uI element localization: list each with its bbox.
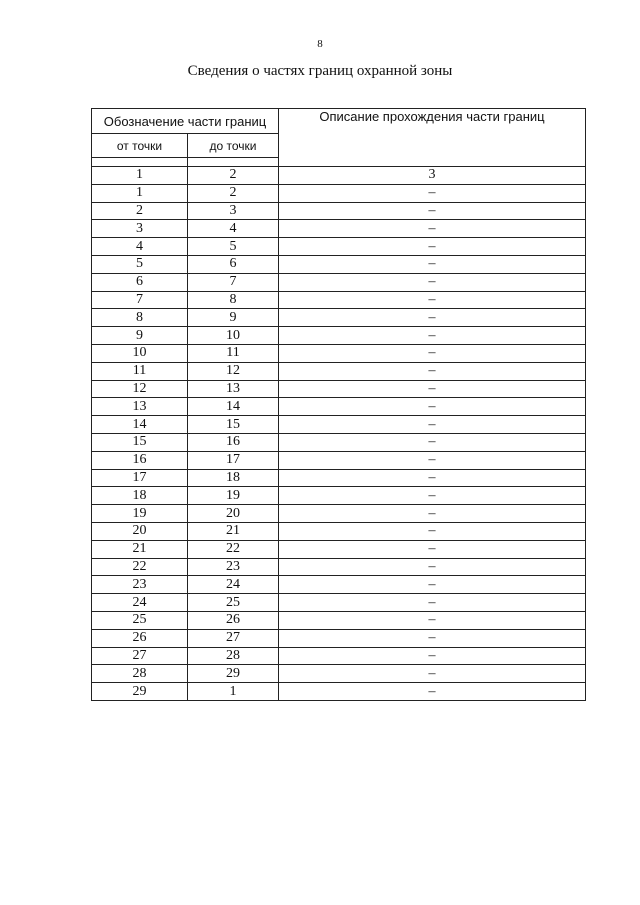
to-point-cell: 2 [188, 184, 279, 202]
to-point-cell: 9 [188, 309, 279, 327]
description-cell: 3 [279, 167, 586, 185]
table-row [92, 255, 586, 273]
description-cell: – [279, 576, 586, 594]
to-point-cell: 21 [188, 522, 279, 540]
description-cell: – [279, 487, 586, 505]
to-point-cell: 6 [188, 255, 279, 273]
description-cell: – [279, 255, 586, 273]
to-point-cell: 15 [188, 416, 279, 434]
description-cell: – [279, 683, 586, 701]
description-cell: – [279, 238, 586, 256]
to-point-cell: 12 [188, 362, 279, 380]
header-from-point: от точки [92, 134, 188, 158]
description-cell: – [279, 309, 586, 327]
to-point-cell: 14 [188, 398, 279, 416]
description-cell: – [279, 344, 586, 362]
table-row [92, 238, 586, 256]
from-point-cell: 17 [92, 469, 188, 487]
header-spacer-cell [188, 158, 279, 167]
table-row [92, 327, 586, 345]
to-point-cell: 22 [188, 540, 279, 558]
description-cell: – [279, 202, 586, 220]
to-point-cell: 24 [188, 576, 279, 594]
from-point-cell: 16 [92, 451, 188, 469]
description-cell: – [279, 291, 586, 309]
description-cell: – [279, 594, 586, 612]
from-point-cell: 11 [92, 362, 188, 380]
to-point-cell: 1 [188, 683, 279, 701]
table-row [92, 416, 586, 434]
from-point-cell: 24 [92, 594, 188, 612]
from-point-cell: 2 [92, 202, 188, 220]
to-point-cell: 25 [188, 594, 279, 612]
table-row [92, 291, 586, 309]
from-point-cell: 20 [92, 522, 188, 540]
from-point-cell: 7 [92, 291, 188, 309]
from-point-cell: 15 [92, 433, 188, 451]
to-point-cell: 4 [188, 220, 279, 238]
table-row [92, 380, 586, 398]
table-row [92, 344, 586, 362]
description-cell: – [279, 540, 586, 558]
to-point-cell: 18 [188, 469, 279, 487]
from-point-cell: 12 [92, 380, 188, 398]
from-point-cell: 21 [92, 540, 188, 558]
from-point-cell: 27 [92, 647, 188, 665]
table-row [92, 469, 586, 487]
table-row [92, 594, 586, 612]
from-point-cell: 29 [92, 683, 188, 701]
description-cell: – [279, 327, 586, 345]
to-point-cell: 7 [188, 273, 279, 291]
table-row [92, 451, 586, 469]
description-cell: – [279, 433, 586, 451]
to-point-cell: 26 [188, 611, 279, 629]
from-point-cell: 22 [92, 558, 188, 576]
from-point-cell: 28 [92, 665, 188, 683]
to-point-cell: 13 [188, 380, 279, 398]
document-title: Сведения о частях границ охранной зоны [187, 63, 453, 79]
to-point-cell: 19 [188, 487, 279, 505]
table-row [92, 202, 586, 220]
to-point-cell: 2 [188, 167, 279, 185]
description-cell: – [279, 647, 586, 665]
header-boundary-designation: Обозначение части границ [92, 109, 279, 134]
table-row [92, 522, 586, 540]
table-row [92, 683, 586, 701]
to-point-cell: 20 [188, 505, 279, 523]
description-cell: – [279, 362, 586, 380]
to-point-cell: 11 [188, 344, 279, 362]
description-cell: – [279, 220, 586, 238]
table-row [92, 505, 586, 523]
from-point-cell: 18 [92, 487, 188, 505]
header-to-point: до точки [188, 134, 279, 158]
to-point-cell: 3 [188, 202, 279, 220]
table-row [92, 362, 586, 380]
description-cell: – [279, 665, 586, 683]
table-row [92, 576, 586, 594]
to-point-cell: 16 [188, 433, 279, 451]
to-point-cell: 28 [188, 647, 279, 665]
table-row [92, 540, 586, 558]
table-row [92, 665, 586, 683]
description-cell: – [279, 558, 586, 576]
table-row [92, 558, 586, 576]
page-number: 8 [317, 38, 323, 50]
from-point-cell: 10 [92, 344, 188, 362]
to-point-cell: 27 [188, 629, 279, 647]
to-point-cell: 10 [188, 327, 279, 345]
description-cell: – [279, 416, 586, 434]
boundary-parts-table [91, 108, 586, 701]
description-cell: – [279, 505, 586, 523]
from-point-cell: 9 [92, 327, 188, 345]
from-point-cell: 19 [92, 505, 188, 523]
table-row [92, 398, 586, 416]
table-row [92, 629, 586, 647]
table-row [92, 220, 586, 238]
from-point-cell: 5 [92, 255, 188, 273]
from-point-cell: 23 [92, 576, 188, 594]
to-point-cell: 8 [188, 291, 279, 309]
from-point-cell: 1 [92, 167, 188, 185]
table-row [92, 611, 586, 629]
from-point-cell: 25 [92, 611, 188, 629]
from-point-cell: 8 [92, 309, 188, 327]
header-spacer-cell [92, 158, 188, 167]
description-cell: – [279, 398, 586, 416]
to-point-cell: 29 [188, 665, 279, 683]
from-point-cell: 4 [92, 238, 188, 256]
from-point-cell: 1 [92, 184, 188, 202]
table-row [92, 487, 586, 505]
description-cell: – [279, 611, 586, 629]
description-cell: – [279, 522, 586, 540]
table-row [92, 184, 586, 202]
to-point-cell: 17 [188, 451, 279, 469]
table-row [92, 273, 586, 291]
table-row [92, 647, 586, 665]
from-point-cell: 13 [92, 398, 188, 416]
from-point-cell: 3 [92, 220, 188, 238]
description-cell: – [279, 629, 586, 647]
to-point-cell: 23 [188, 558, 279, 576]
table-row [92, 433, 586, 451]
description-cell: – [279, 184, 586, 202]
header-boundary-description: Описание прохождения части границ [279, 109, 586, 167]
from-point-cell: 6 [92, 273, 188, 291]
description-cell: – [279, 469, 586, 487]
description-cell: – [279, 273, 586, 291]
description-cell: – [279, 451, 586, 469]
from-point-cell: 26 [92, 629, 188, 647]
from-point-cell: 14 [92, 416, 188, 434]
description-cell: – [279, 380, 586, 398]
table-row [92, 167, 586, 185]
table-body [92, 167, 586, 701]
to-point-cell: 5 [188, 238, 279, 256]
table-row [92, 309, 586, 327]
